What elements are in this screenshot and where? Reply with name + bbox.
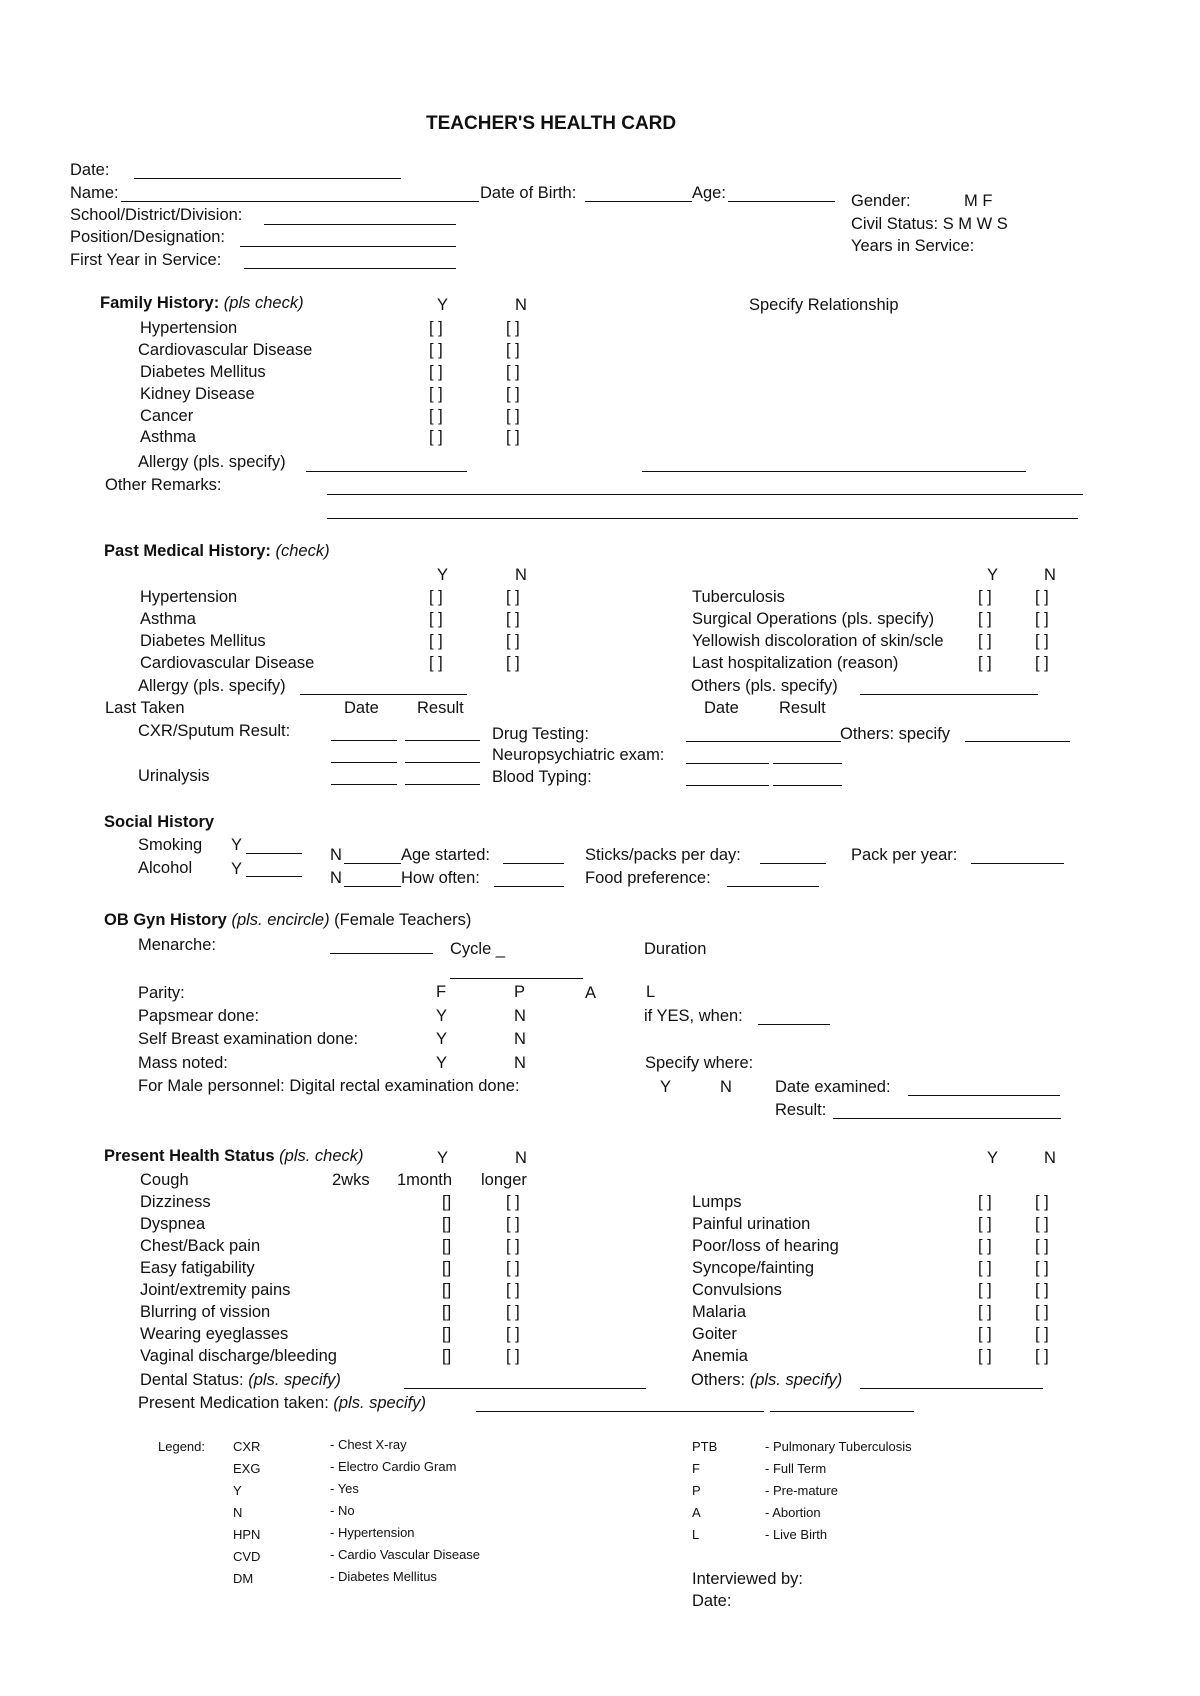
past-y-header-right: Y	[987, 566, 999, 584]
checkbox-y[interactable]: [ ]	[429, 610, 443, 628]
papsmear-label: Papsmear done:	[138, 1007, 260, 1025]
school-label: School/District/Division:	[70, 206, 243, 224]
how-often-field[interactable]	[494, 886, 564, 887]
symptom-item: Painful urination	[692, 1215, 811, 1233]
cycle-field[interactable]	[450, 978, 583, 979]
checkbox-n[interactable]: [ ]	[506, 1237, 520, 1255]
checkbox-n[interactable]: [ ]	[1035, 610, 1049, 628]
present-others-field[interactable]	[860, 1388, 1043, 1389]
checkbox-n[interactable]: [ ]	[506, 1193, 520, 1211]
symptom-item: Dyspnea	[140, 1215, 206, 1233]
checkbox-y[interactable]: []	[442, 1237, 452, 1255]
symptom-item: Dizziness	[140, 1193, 211, 1211]
blood-date-field[interactable]	[686, 785, 769, 786]
result-col-header: Result	[417, 699, 464, 717]
checkbox-y[interactable]: []	[442, 1215, 452, 1233]
date-col-header: Date	[344, 699, 379, 717]
alcohol-label: Alcohol	[138, 859, 193, 877]
past-allergy-label: Allergy (pls. specify)	[138, 677, 286, 695]
past-y-header: Y	[437, 566, 449, 584]
dob-label: Date of Birth:	[480, 184, 577, 202]
age-field[interactable]	[728, 201, 835, 202]
checkbox-n[interactable]: [ ]	[1035, 1303, 1049, 1321]
urinalysis-result-field[interactable]	[405, 784, 480, 785]
family-y-header: Y	[437, 296, 449, 314]
if-yes-field[interactable]	[758, 1024, 830, 1025]
checkbox-y[interactable]: [ ]	[978, 1259, 992, 1277]
checkbox-y[interactable]: [ ]	[978, 588, 992, 606]
medication-field-2[interactable]	[770, 1411, 914, 1412]
male-exam-n[interactable]: N	[720, 1078, 732, 1096]
legend-abbr: DM	[233, 1571, 254, 1586]
drug-testing-field[interactable]	[686, 741, 841, 742]
breast-y[interactable]: Y	[436, 1030, 448, 1048]
checkbox-n[interactable]: [ ]	[1035, 1325, 1049, 1343]
family-history-heading: Family History: (pls check)	[100, 294, 304, 312]
cough-longer[interactable]: longer	[481, 1171, 527, 1189]
legend-abbr: A	[692, 1505, 701, 1520]
ob-history-heading: OB Gyn History (pls. encircle) (Female Teachers)	[104, 911, 472, 929]
mass-label: Mass noted:	[138, 1054, 228, 1072]
checkbox-y[interactable]: []	[442, 1281, 452, 1299]
male-exam-y[interactable]: Y	[660, 1078, 672, 1096]
food-field[interactable]	[727, 886, 819, 887]
date-label: Date:	[70, 161, 110, 179]
legend-abbr: CXR	[233, 1439, 261, 1454]
checkbox-n[interactable]: [ ]	[1035, 654, 1049, 672]
food-label: Food preference:	[585, 869, 711, 887]
first-year-field[interactable]	[244, 268, 456, 269]
family-item: Kidney Disease	[140, 385, 255, 403]
legend-abbr: P	[692, 1483, 701, 1498]
alcohol-y: Y	[231, 860, 243, 878]
past-item: Diabetes Mellitus	[140, 632, 266, 650]
family-item: Asthma	[140, 428, 196, 446]
past-item: Asthma	[140, 610, 196, 628]
dental-label: Dental Status: (pls. specify)	[140, 1371, 341, 1389]
checkbox-n[interactable]: [ ]	[506, 407, 520, 425]
legend-desc: - Chest X-ray	[330, 1437, 407, 1452]
checkbox-n[interactable]: [ ]	[506, 632, 520, 650]
checkbox-y[interactable]: [ ]	[978, 1193, 992, 1211]
legend-abbr: HPN	[233, 1527, 261, 1542]
checkbox-y[interactable]: [ ]	[429, 363, 443, 381]
past-n-header-right: N	[1044, 566, 1056, 584]
remarks-line-2[interactable]	[327, 518, 1078, 519]
legend-desc: - Hypertension	[330, 1525, 415, 1540]
urinalysis-label: Urinalysis	[138, 767, 210, 785]
papsmear-n[interactable]: N	[514, 1007, 526, 1025]
page-title: TEACHER'S HEALTH CARD	[426, 113, 677, 134]
checkbox-n[interactable]: [ ]	[506, 385, 520, 403]
checkbox-y[interactable]: []	[442, 1193, 452, 1211]
checkbox-y[interactable]: [ ]	[978, 1303, 992, 1321]
name-field[interactable]	[121, 201, 479, 202]
blood-typing-label: Blood Typing:	[492, 768, 592, 786]
past-history-heading: Past Medical History: (check)	[104, 542, 330, 560]
smoking-label: Smoking	[138, 836, 203, 854]
family-item: Cancer	[140, 407, 194, 425]
checkbox-y[interactable]: [ ]	[429, 341, 443, 359]
checkbox-n[interactable]: [ ]	[506, 1347, 520, 1365]
past-item: Yellowish discoloration of skin/scle	[692, 632, 944, 650]
smoking-y-field[interactable]	[246, 853, 302, 854]
cxr-date-field[interactable]	[331, 740, 397, 741]
gender-label: Gender:	[851, 192, 911, 210]
age-label: Age:	[692, 184, 726, 202]
checkbox-y[interactable]: []	[442, 1325, 452, 1343]
date-examined-label: Date examined:	[775, 1078, 891, 1096]
date-col-header-right: Date	[704, 699, 739, 717]
present-y-header-right: Y	[987, 1149, 999, 1167]
checkbox-n[interactable]: [ ]	[506, 1259, 520, 1277]
checkbox-y[interactable]: [ ]	[429, 428, 443, 446]
family-allergy-field[interactable]	[306, 471, 467, 472]
checkbox-n[interactable]: [ ]	[1035, 1237, 1049, 1255]
legend-abbr: Y	[233, 1483, 242, 1498]
pack-year-label: Pack per year:	[851, 846, 958, 864]
symptom-item: Malaria	[692, 1303, 747, 1321]
relationship-field[interactable]	[642, 471, 1026, 472]
symptom-item: Poor/loss of hearing	[692, 1237, 839, 1255]
present-y-header: Y	[437, 1149, 449, 1167]
past-item: Tuberculosis	[692, 588, 785, 606]
cough-2wks[interactable]: 2wks	[332, 1171, 370, 1189]
past-n-header: N	[515, 566, 527, 584]
symptom-item: Vaginal discharge/bleeding	[140, 1347, 337, 1365]
checkbox-y[interactable]: []	[442, 1303, 452, 1321]
smoking-n-field[interactable]	[344, 863, 401, 864]
first-year-label: First Year in Service:	[70, 251, 222, 269]
drug-testing-label: Drug Testing:	[492, 725, 589, 743]
parity-label: Parity:	[138, 984, 185, 1002]
symptom-item: Anemia	[692, 1347, 748, 1365]
checkbox-n[interactable]: [ ]	[506, 363, 520, 381]
legend-desc: - Live Birth	[765, 1527, 828, 1542]
symptom-item: Lumps	[692, 1193, 742, 1211]
alcohol-y-field[interactable]	[246, 876, 302, 877]
past-item: Cardiovascular Disease	[140, 654, 315, 672]
past-item: Hypertension	[140, 588, 238, 606]
legend-desc: - Full Term	[765, 1461, 827, 1476]
checkbox-y[interactable]: [ ]	[978, 1237, 992, 1255]
social-history-heading: Social History	[104, 813, 215, 831]
cxr-result-field-2[interactable]	[405, 762, 480, 763]
checkbox-n[interactable]: [ ]	[506, 654, 520, 672]
other-remarks-label: Other Remarks:	[105, 476, 222, 494]
relationship-header: Specify Relationship	[749, 296, 899, 314]
civil-status[interactable]: Civil Status: S M W S	[851, 215, 1008, 233]
family-item: Hypertension	[140, 319, 238, 337]
symptom-item: Syncope/fainting	[692, 1259, 815, 1277]
legend-desc: - Diabetes Mellitus	[330, 1569, 437, 1584]
alcohol-n: N	[330, 869, 342, 887]
legend-desc: - Cardio Vascular Disease	[330, 1547, 481, 1562]
present-others-label: Others: (pls. specify)	[691, 1371, 843, 1389]
breast-exam-label: Self Breast examination done:	[138, 1030, 359, 1048]
checkbox-n[interactable]: [ ]	[506, 1325, 520, 1343]
checkbox-n[interactable]: [ ]	[1035, 1259, 1049, 1277]
duration-label: Duration	[644, 940, 707, 958]
parity-l[interactable]: L	[646, 983, 656, 1001]
checkbox-n[interactable]: [ ]	[506, 341, 520, 359]
checkbox-y[interactable]: [ ]	[429, 632, 443, 650]
medication-label: Present Medication taken: (pls. specify)	[138, 1394, 426, 1412]
legend-desc: - Abortion	[765, 1505, 821, 1520]
legend-abbr: N	[233, 1505, 243, 1520]
checkbox-y[interactable]: [ ]	[429, 385, 443, 403]
checkbox-y[interactable]: [ ]	[978, 654, 992, 672]
checkbox-y[interactable]: [ ]	[978, 1325, 992, 1343]
date-examined-field[interactable]	[908, 1095, 1060, 1096]
symptom-item: Blurring of vission	[140, 1303, 271, 1321]
checkbox-n[interactable]: [ ]	[506, 1215, 520, 1233]
symptom-item: Joint/extremity pains	[140, 1281, 291, 1299]
papsmear-y[interactable]: Y	[436, 1007, 448, 1025]
if-yes-label: if YES, when:	[644, 1007, 743, 1025]
result-col-header-right: Result	[779, 699, 826, 717]
result-label: Result:	[775, 1101, 827, 1119]
alcohol-n-field[interactable]	[344, 886, 401, 887]
legend-abbr: EXG	[233, 1461, 261, 1476]
years-in-service: Years in Service:	[851, 237, 975, 255]
checkbox-y[interactable]: []	[442, 1259, 452, 1277]
menarche-label: Menarche:	[138, 936, 216, 954]
dob-field[interactable]	[585, 201, 692, 202]
how-often-label: How often:	[401, 869, 480, 887]
position-label: Position/Designation:	[70, 228, 226, 246]
checkbox-y[interactable]: [ ]	[978, 610, 992, 628]
checkbox-n[interactable]: [ ]	[506, 588, 520, 606]
checkbox-n[interactable]: [ ]	[1035, 1281, 1049, 1299]
past-others-field[interactable]	[860, 694, 1038, 695]
checkbox-y[interactable]: [ ]	[429, 654, 443, 672]
mass-n[interactable]: N	[514, 1054, 526, 1072]
legend-desc: - Electro Cardio Gram	[330, 1459, 457, 1474]
past-item: Last hospitalization (reason)	[692, 654, 899, 672]
mass-y[interactable]: Y	[436, 1054, 448, 1072]
past-allergy-field[interactable]	[300, 694, 467, 695]
neuro-label: Neuropsychiatric exam:	[492, 746, 665, 764]
symptom-item: Easy fatigability	[140, 1259, 255, 1277]
checkbox-n[interactable]: [ ]	[1035, 1215, 1049, 1233]
footer-date-label: Date:	[692, 1592, 732, 1610]
cxr-label: CXR/Sputum Result:	[138, 722, 291, 740]
last-taken-label: Last Taken	[105, 699, 185, 717]
checkbox-y[interactable]: [ ]	[429, 319, 443, 337]
remarks-line-1[interactable]	[327, 494, 1083, 495]
cycle-label: Cycle _	[450, 940, 506, 958]
legend-abbr: PTB	[692, 1439, 718, 1454]
others-specify-field[interactable]	[965, 741, 1070, 742]
parity-f[interactable]: F	[436, 983, 447, 1001]
age-started-label: Age started:	[401, 846, 490, 864]
checkbox-n[interactable]: [ ]	[1035, 1193, 1049, 1211]
age-started-field[interactable]	[503, 863, 564, 864]
neuro-date-field[interactable]	[686, 763, 769, 764]
checkbox-n[interactable]: [ ]	[506, 428, 520, 446]
gender-options[interactable]: M F	[964, 192, 993, 210]
checkbox-n[interactable]: [ ]	[1035, 588, 1049, 606]
present-n-header: N	[515, 1149, 527, 1167]
result-field[interactable]	[833, 1118, 1061, 1119]
cough-1month[interactable]: 1month	[397, 1171, 453, 1189]
checkbox-n[interactable]: [ ]	[506, 610, 520, 628]
legend-label: Legend:	[158, 1439, 205, 1454]
sticks-label: Sticks/packs per day:	[585, 846, 741, 864]
family-n-header: N	[515, 296, 527, 314]
symptom-item: Chest/Back pain	[140, 1237, 261, 1255]
cxr-result-field[interactable]	[405, 740, 480, 741]
legend-desc: - Pulmonary Tuberculosis	[765, 1439, 912, 1454]
legend-desc: - Yes	[330, 1481, 359, 1496]
symptom-item: Goiter	[692, 1325, 737, 1343]
menarche-field[interactable]	[330, 953, 433, 954]
legend-abbr: L	[692, 1527, 700, 1542]
others-specify-label: Others: specify	[840, 725, 951, 743]
male-exam-label: For Male personnel: Digital rectal examination done:	[138, 1077, 520, 1095]
parity-a[interactable]: A	[585, 984, 597, 1002]
school-field[interactable]	[264, 224, 456, 225]
legend-desc: - No	[330, 1503, 355, 1518]
smoking-y: Y	[231, 836, 243, 854]
smoking-n: N	[330, 846, 342, 864]
cxr-date-field-2[interactable]	[331, 762, 397, 763]
interviewed-by-label: Interviewed by:	[692, 1570, 803, 1588]
checkbox-n[interactable]: [ ]	[506, 1303, 520, 1321]
pack-year-field[interactable]	[971, 863, 1064, 864]
checkbox-n[interactable]: [ ]	[506, 1281, 520, 1299]
dental-field[interactable]	[404, 1388, 646, 1389]
family-item: Diabetes Mellitus	[140, 363, 266, 381]
symptom-item: Wearing eyeglasses	[140, 1325, 289, 1343]
urinalysis-date-field[interactable]	[331, 784, 397, 785]
date-field[interactable]	[134, 178, 401, 179]
specify-where-label: Specify where:	[645, 1054, 754, 1072]
present-n-header-right: N	[1044, 1149, 1056, 1167]
legend-desc: - Pre-mature	[765, 1483, 838, 1498]
neuro-result-field[interactable]	[773, 763, 842, 764]
checkbox-y[interactable]: [ ]	[429, 407, 443, 425]
checkbox-y[interactable]: [ ]	[978, 1215, 992, 1233]
checkbox-y[interactable]: [ ]	[978, 1347, 992, 1365]
checkbox-n[interactable]: [ ]	[1035, 632, 1049, 650]
past-item: Surgical Operations (pls. specify)	[692, 610, 935, 628]
sticks-field[interactable]	[760, 863, 826, 864]
breast-n[interactable]: N	[514, 1030, 526, 1048]
checkbox-y[interactable]: [ ]	[978, 632, 992, 650]
family-item: Cardiovascular Disease	[138, 341, 313, 359]
checkbox-y[interactable]: [ ]	[429, 588, 443, 606]
parity-p[interactable]: P	[514, 983, 526, 1001]
legend-abbr: CVD	[233, 1549, 261, 1564]
name-label: Name:	[70, 184, 119, 202]
family-allergy-label: Allergy (pls. specify)	[138, 453, 286, 471]
cough-label: Cough	[140, 1171, 189, 1189]
legend-abbr: F	[692, 1461, 700, 1476]
checkbox-n[interactable]: [ ]	[506, 319, 520, 337]
past-others-label: Others (pls. specify)	[691, 677, 838, 695]
medication-field-1[interactable]	[476, 1411, 764, 1412]
checkbox-y[interactable]: [ ]	[978, 1281, 992, 1299]
checkbox-n[interactable]: [ ]	[1035, 1347, 1049, 1365]
symptom-item: Convulsions	[692, 1281, 782, 1299]
checkbox-y[interactable]: []	[442, 1347, 452, 1365]
position-field[interactable]	[240, 246, 456, 247]
blood-result-field[interactable]	[773, 785, 842, 786]
present-status-heading: Present Health Status (pls. check)	[104, 1147, 364, 1165]
